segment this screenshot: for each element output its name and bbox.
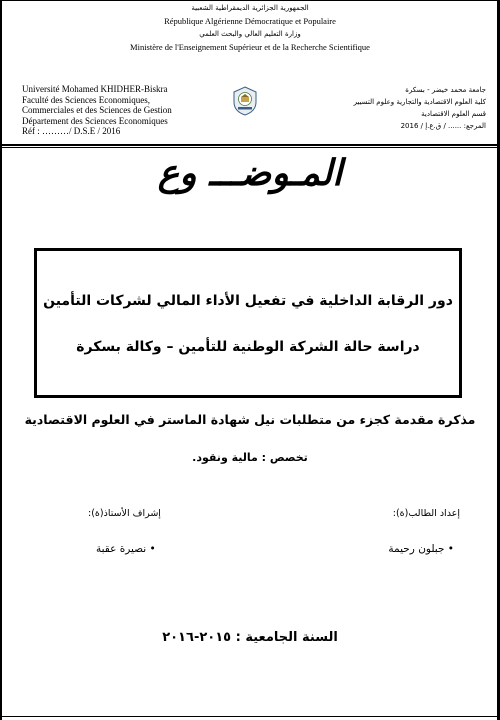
university-name-ar: جامعة محمد خيضر - بسكرة bbox=[405, 86, 486, 94]
student-name: • جبلون رحيمة bbox=[388, 543, 454, 555]
thesis-title-box bbox=[34, 248, 462, 398]
reference-ar: المرجع: ...... / ق.ع.إ / 2016 bbox=[400, 122, 486, 130]
university-info-french bbox=[22, 84, 222, 137]
republic-arabic: الجمهورية الجزائرية الديمقراطية الشعبية bbox=[191, 4, 309, 12]
supervisor-label: إشراف الأستاذ(ة): bbox=[88, 508, 161, 519]
ministry-arabic: وزارة التعليم العالي والبحث العلمي bbox=[199, 30, 301, 38]
faculty-name-fr: Faculté des Sciences Economiques, bbox=[22, 94, 150, 105]
university-name-fr: Université Mohamed KHIDHER-Biskra bbox=[22, 84, 168, 94]
faculty-name-ar: كلية العلوم الاقتصادية والتجارية وعلوم التسيير bbox=[353, 98, 486, 106]
ministry-french: Ministère de l'Enseignement Supérieur et de la Recherche Scientifique bbox=[130, 42, 370, 52]
republic-french: République Algérienne Démocratique et Populaire bbox=[164, 16, 336, 26]
student-label: إعداد الطالب(ة): bbox=[392, 508, 460, 519]
academic-year: السنة الجامعية : ٢٠١٥-٢٠١٦ bbox=[162, 630, 338, 645]
faculty-name-fr-cont: Commerciales et des Sciences de Gestion bbox=[22, 105, 172, 115]
university-info-arabic bbox=[286, 84, 486, 132]
department-name-fr: Département des Sciences Economiques bbox=[22, 115, 168, 126]
university-logo-icon bbox=[232, 86, 258, 116]
department-name-ar: قسم العلوم الاقتصادية bbox=[421, 110, 486, 118]
header-divider-thin bbox=[2, 147, 497, 148]
specialization: تخصص : مالية ونقود. bbox=[192, 451, 308, 464]
topic-heading: المـوضـــ وع bbox=[157, 152, 343, 194]
page-bottom-border bbox=[2, 716, 497, 717]
thesis-title-line1: دور الرقابة الداخلية في تفعيل الأداء المالي لشركات التأمين bbox=[43, 293, 453, 309]
memo-statement: مذكرة مقدمة كجزء من متطلبات نيل شهادة الماستر في العلوم الاقتصادية bbox=[24, 412, 476, 427]
reference-fr: Réf : ………/ D.S.E / 2016 bbox=[22, 126, 121, 136]
thesis-title-line2: دراسة حالة الشركة الوطنية للتأمين – وكالة بسكرة bbox=[76, 339, 420, 355]
header-divider bbox=[2, 144, 497, 146]
supervisor-name: • نصيرة عقبة bbox=[96, 543, 156, 555]
